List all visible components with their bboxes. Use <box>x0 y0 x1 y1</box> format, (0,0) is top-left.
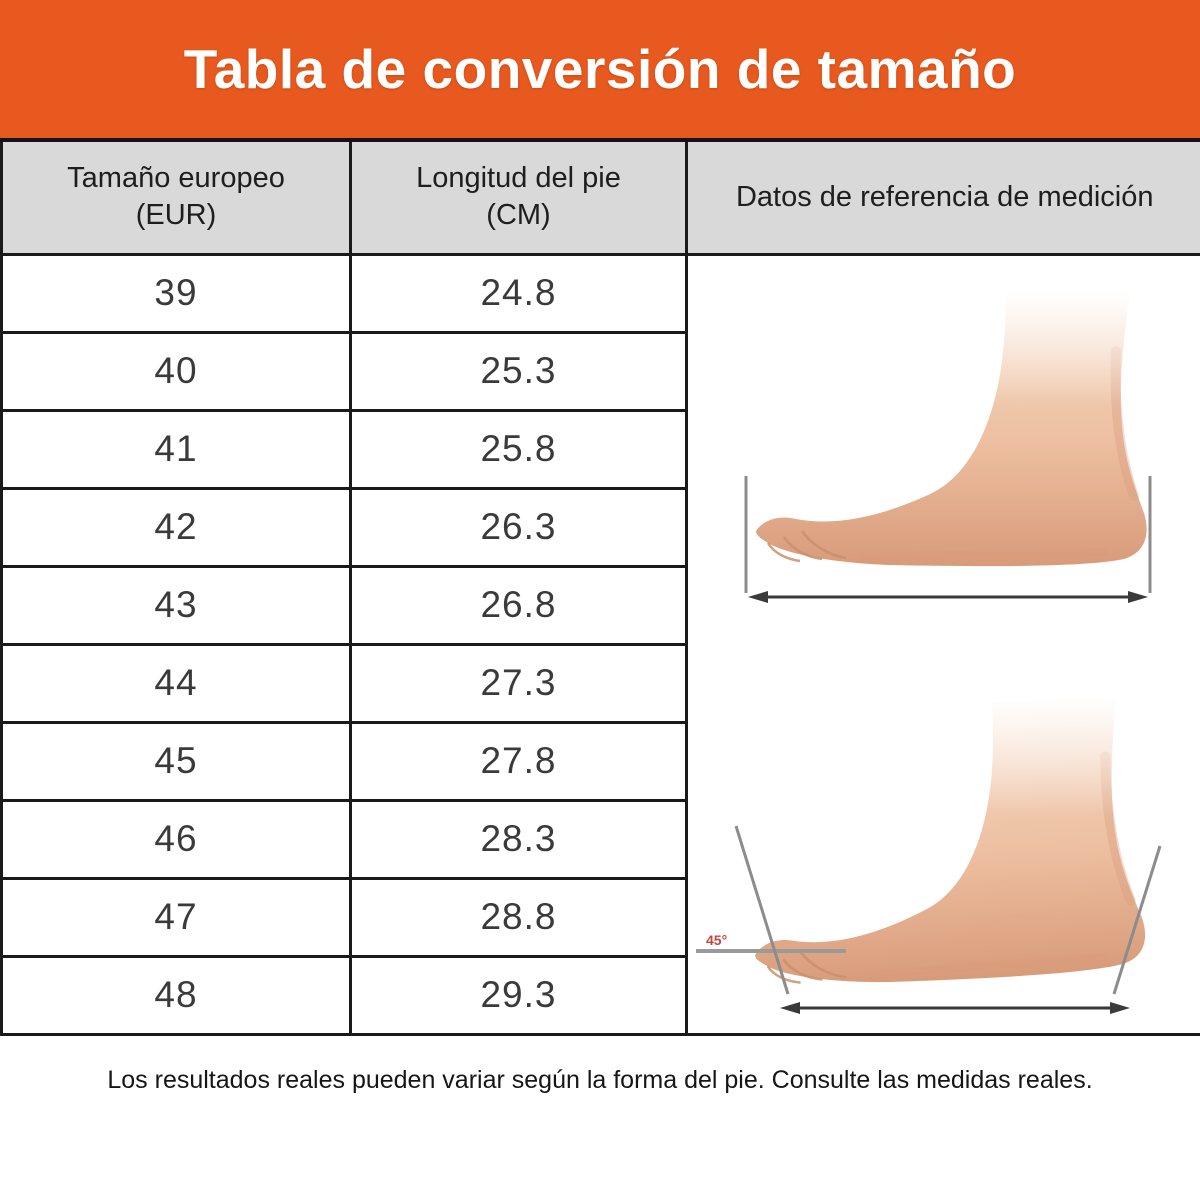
column-header-eur <box>2 140 351 254</box>
cm-value: 27.3 <box>351 644 687 722</box>
cm-value: 28.3 <box>351 800 687 878</box>
column-header-cm-line2: (CM) <box>486 199 551 232</box>
disclaimer-note: Los resultados reales pueden variar según la forma del pie. Consulte las medidas reales. <box>107 1065 1093 1094</box>
eur-value: 41 <box>2 410 351 488</box>
size-conversion-table <box>0 138 1200 1036</box>
foot-shape <box>756 291 1148 566</box>
eur-value: 44 <box>2 644 351 722</box>
header-row <box>2 140 1200 254</box>
column-header-reference-line1: Datos de referencia de medición <box>735 180 1154 213</box>
cm-value: 25.3 <box>351 332 687 410</box>
column-header-cm-line1: Longitud del pie <box>416 162 621 195</box>
title-banner <box>0 0 1200 138</box>
toe-tangent-line <box>736 826 788 994</box>
eur-value: 47 <box>2 878 351 956</box>
cm-value: 26.3 <box>351 488 687 566</box>
leg-fade <box>963 696 1153 816</box>
column-header-eur-line2: (EUR) <box>135 199 217 232</box>
foot-flat-svg <box>688 291 1200 631</box>
page-title: Tabla de conversión de tamaño <box>183 38 1017 100</box>
cm-value: 24.8 <box>351 254 687 332</box>
eur-value: 43 <box>2 566 351 644</box>
eur-value: 39 <box>2 254 351 332</box>
length-measurement <box>780 1002 1130 1014</box>
column-header-reference <box>687 140 1200 254</box>
foot-measure-illustration-flat <box>688 291 1200 631</box>
leg-fade <box>968 291 1148 406</box>
cm-value: 25.8 <box>351 410 687 488</box>
cm-value: 29.3 <box>351 956 687 1034</box>
cm-value: 28.8 <box>351 878 687 956</box>
angle-label: 45° <box>706 931 728 948</box>
column-header-cm <box>351 140 687 254</box>
eur-value: 40 <box>2 332 351 410</box>
eur-value: 42 <box>2 488 351 566</box>
eur-value: 45 <box>2 722 351 800</box>
arrowhead-right <box>1110 1002 1130 1014</box>
arrowhead-right <box>1128 591 1148 603</box>
table-row <box>2 254 1200 332</box>
cm-value: 26.8 <box>351 566 687 644</box>
arrowhead-left <box>780 1002 800 1014</box>
cm-value: 27.8 <box>351 722 687 800</box>
eur-value: 46 <box>2 800 351 878</box>
arrowhead-left <box>748 591 768 603</box>
foot-angled-svg <box>688 696 1200 1036</box>
eur-value: 48 <box>2 956 351 1034</box>
foot-measure-illustration-angled <box>688 696 1200 1036</box>
column-header-eur-line1: Tamaño europeo <box>67 162 285 195</box>
measurement-reference-cell <box>687 254 1200 1034</box>
